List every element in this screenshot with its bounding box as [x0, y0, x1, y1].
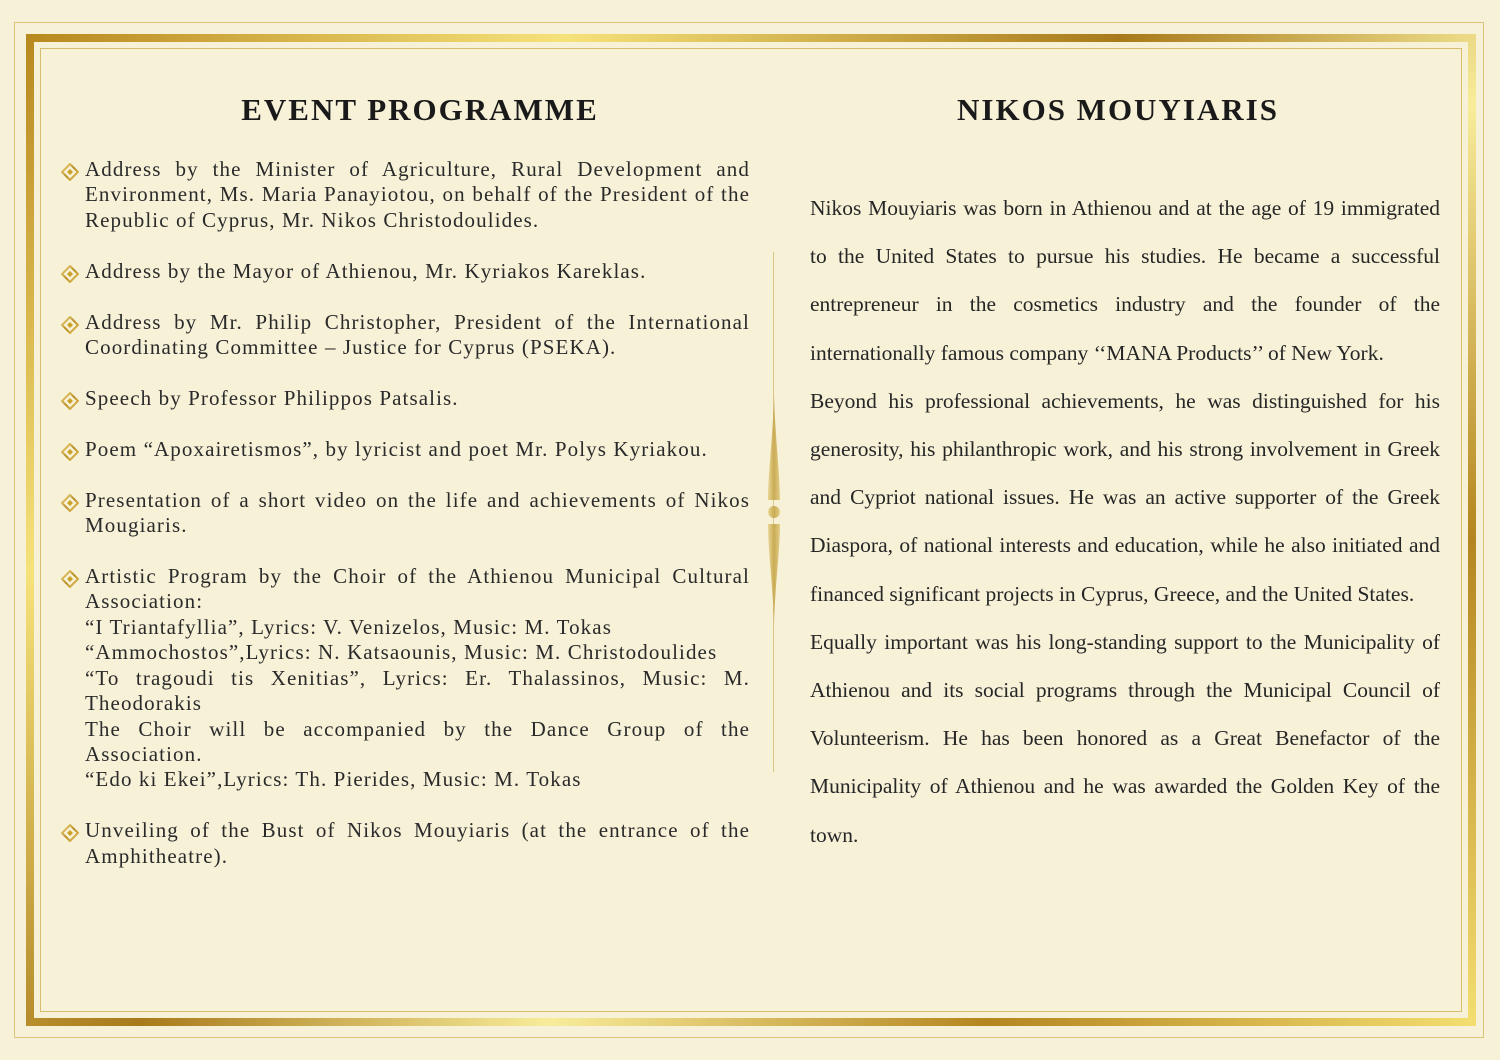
programme-item: [60, 310, 750, 361]
biography-paragraph: Equally important was his long-standing support to the Municipality of Athienou and its social programs through the Municipal Council of Volunteerism. He has been honored as a Great Benefactor of the Municipality of Athienou and he was awarded the Golden Key of the town.: [810, 629, 1440, 847]
programme-item-text: Poem “Apoxairetismos”, by lyricist and poet Mr. Polys Kyriakou.: [85, 436, 708, 461]
programme-item-text: Address by the Minister of Agriculture, Rural Development and Environment, Ms. Maria Panayiotou, on behalf of the President of the Republic of Cyprus, Mr. Nikos Christodoulides.: [85, 157, 750, 232]
programme-item-text: Address by the Mayor of Athienou, Mr. Kyriakos Kareklas.: [85, 258, 647, 283]
programme-item: [60, 818, 750, 869]
programme-item: [60, 488, 750, 539]
programme-item-text: “Ammochostos”,Lyrics: N. Katsaounis, Music: M. Christodoulides: [85, 640, 718, 665]
gold-diamond-icon: [61, 493, 79, 511]
gold-diamond-icon: [61, 442, 79, 460]
programme-item-text: Presentation of a short video on the life and achievements of Nikos Mougiaris.: [85, 487, 750, 538]
biography-paragraph: Beyond his professional achievements, he was distinguished for his generosity, his philanthropic work, and his strong involvement in Greek and Cypriot national issues. He was an active supporter of the Greek Diaspora, of national interests and education, while he also initiated and financed significant projects in Cyprus, Greece, and the United States.: [810, 388, 1440, 606]
programme-item: [60, 386, 750, 411]
programme-item: [60, 564, 750, 793]
gold-diamond-icon: [61, 569, 79, 587]
gold-spindle-ornament-icon: [764, 395, 784, 625]
gold-diamond-icon: [61, 162, 79, 180]
programme-item-text: Address by Mr. Philip Christopher, President of the International Coordinating Committee – Justice for Cyprus (PSEKA).: [85, 309, 750, 360]
programme-item-text: Unveiling of the Bust of Nikos Mouyiaris (at the entrance of the Amphitheatre).: [85, 818, 750, 868]
event-programme-title: EVENT PROGRAMME: [241, 92, 599, 127]
gold-diamond-icon: [61, 264, 79, 282]
gold-diamond-icon: [61, 823, 79, 841]
biography-text: [810, 184, 1440, 859]
programme-item: [60, 259, 750, 284]
biography-title: NIKOS MOUYIARIS: [957, 92, 1279, 127]
programme-list: [60, 157, 750, 895]
gold-diamond-icon: [61, 391, 79, 409]
programme-item-text: “I Triantafyllia”, Lyrics: V. Venizelos, Music: M. Tokas: [85, 614, 612, 639]
programme-item-text: “Edo ki Ekei”,Lyrics: Th. Pierides, Music: M. Tokas: [85, 767, 582, 792]
programme-item: [60, 437, 750, 462]
programme-item-text: Artistic Program by the Choir of the Athienou Municipal Cultural Association:: [85, 564, 750, 614]
programme-item: [60, 157, 750, 233]
programme-item-text: The Choir will be accompanied by the Dance Group of the Association.: [85, 716, 750, 766]
biography-paragraph: Nikos Mouyiaris was born in Athienou and at the age of 19 immigrated to the United States to pursue his studies. He became a successful entrepreneur in the cosmetics industry and the founder of the internationally famous company ‘‘MANA Products’’ of New York.: [810, 196, 1440, 365]
gold-diamond-icon: [61, 315, 79, 333]
programme-item-text: “To tragoudi tis Xenitias”, Lyrics: Er. Thalassinos, Music: M. Theodorakis: [85, 665, 750, 716]
programme-item-text: Speech by Professor Philippos Patsalis.: [85, 385, 459, 410]
